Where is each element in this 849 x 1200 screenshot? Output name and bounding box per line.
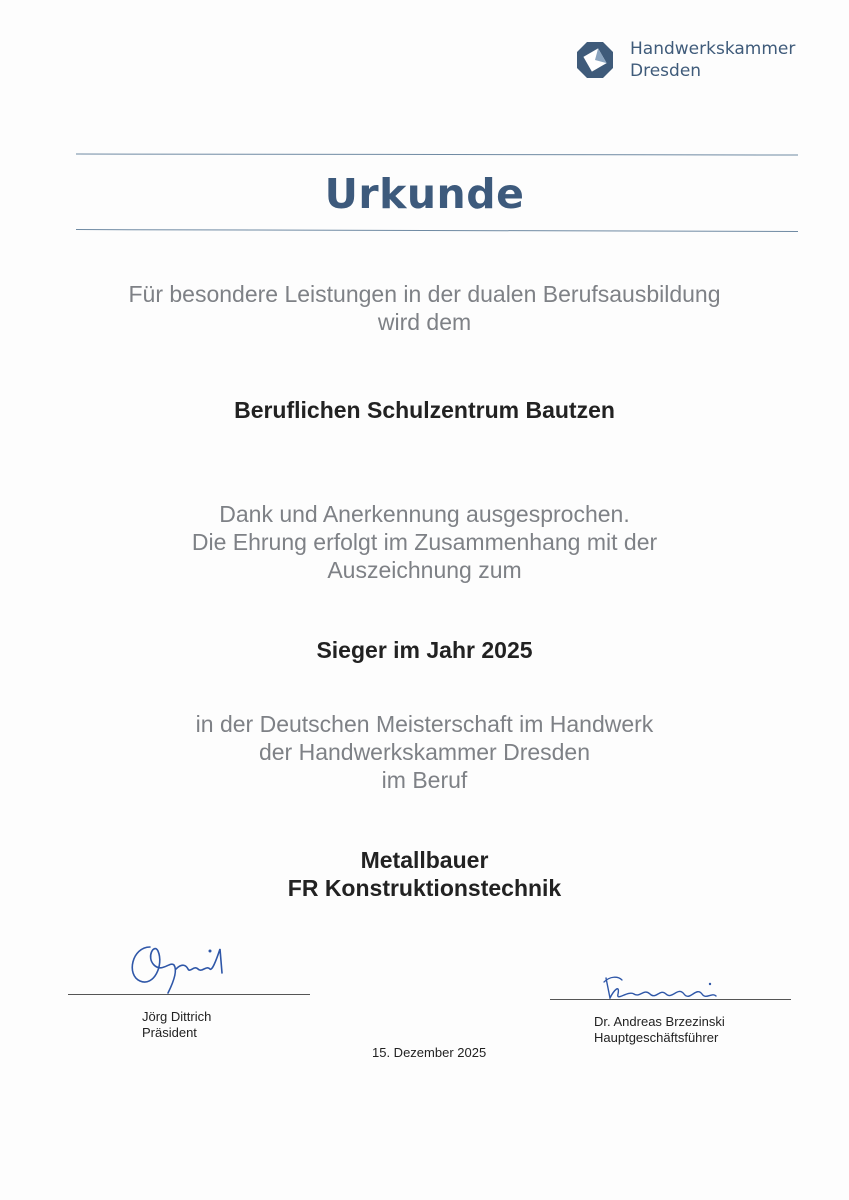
- intro-text: [0, 280, 849, 336]
- context-line1: in der Deutschen Meisterschaft im Handwerk: [195, 711, 654, 737]
- context-line2: der Handwerkskammer Dresden: [258, 739, 591, 765]
- award-title: [0, 636, 849, 664]
- signer-right-role: Hauptgeschäftsführer: [594, 1030, 719, 1045]
- context-line3: im Beruf: [381, 767, 468, 793]
- signature-icon: [600, 972, 730, 1006]
- intro-line2: wird dem: [377, 309, 472, 335]
- signature-icon: [120, 935, 240, 995]
- thanks-text: [0, 500, 849, 584]
- profession-line2: FR Konstruktionstechnik: [287, 875, 562, 901]
- signature-line-right: [550, 999, 791, 1000]
- signer-left: [142, 1009, 211, 1041]
- signer-left-role: Präsident: [142, 1025, 197, 1040]
- organization-name-line1: Handwerkskammer: [630, 39, 796, 59]
- signer-right: [594, 1014, 725, 1046]
- certificate-title: Urkunde: [324, 170, 525, 218]
- thanks-line3: Auszeichnung zum: [327, 557, 522, 583]
- title-rule-top: [76, 153, 798, 155]
- context-text: [0, 710, 849, 794]
- recipient-line: Beruflichen Schulzentrum Bautzen: [234, 397, 615, 423]
- issue-date: 15. Dezember 2025: [372, 1045, 487, 1060]
- profession-title: [0, 846, 849, 902]
- signer-right-name: Dr. Andreas Brzezinski: [594, 1014, 725, 1029]
- signature-line-left: [68, 994, 310, 995]
- award-line: Sieger im Jahr 2025: [316, 637, 533, 663]
- organization-name-line2: Dresden: [630, 61, 702, 81]
- signer-left-name: Jörg Dittrich: [142, 1009, 212, 1024]
- organization-logo: [575, 38, 815, 86]
- profession-line1: Metallbauer: [360, 847, 489, 873]
- recipient-name: [0, 396, 849, 424]
- intro-line1: Für besondere Leistungen in der dualen Berufsausbildung: [128, 281, 721, 307]
- organization-name: [630, 38, 795, 82]
- hwk-logo-icon: [575, 40, 615, 80]
- thanks-line2: Die Ehrung erfolgt im Zusammenhang mit der: [191, 529, 658, 555]
- thanks-line1: Dank und Anerkennung ausgesprochen.: [219, 501, 630, 527]
- title-rule-bottom: [76, 229, 798, 232]
